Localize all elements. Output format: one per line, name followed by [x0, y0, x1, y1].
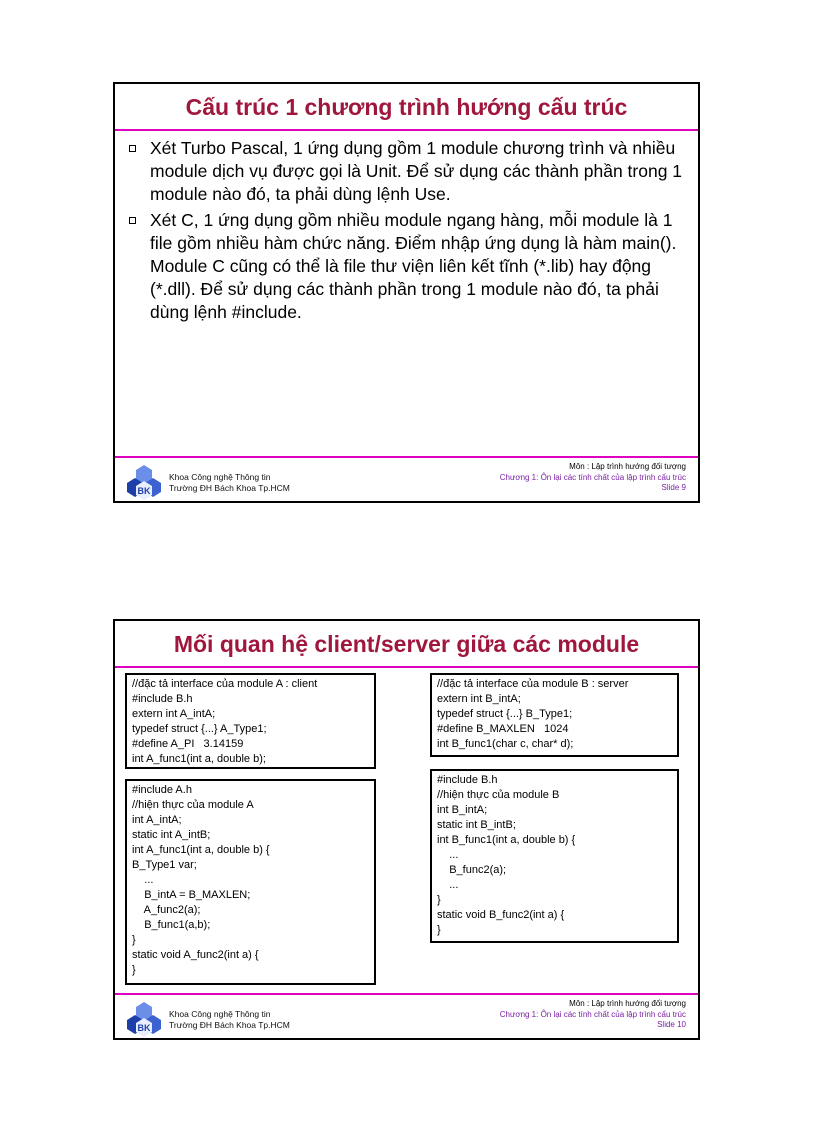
module-a-implementation-box: [125, 779, 376, 985]
module-b-implementation-box: [430, 769, 679, 943]
slide-9: [113, 82, 700, 503]
code-line: int B_intA;: [437, 804, 488, 816]
code-line: #include B.h: [132, 693, 193, 705]
code-line: static int B_intB;: [437, 819, 516, 831]
code-line: }: [437, 924, 441, 936]
code-line: B_Type1 var;: [132, 859, 197, 871]
bullet-list: [123, 137, 688, 327]
svg-text:BK: BK: [137, 1023, 151, 1033]
code-line: int A_func1(int a, double b);: [132, 753, 266, 765]
code-line: static void B_func2(int a) {: [437, 909, 565, 921]
code-line: #define B_MAXLEN 1024: [437, 723, 569, 735]
code-line: }: [132, 964, 136, 976]
title-divider: [115, 666, 698, 668]
bk-logo-icon: [125, 464, 163, 500]
course-name: Môn : Lập trình hướng đối tượng: [569, 462, 686, 471]
code-line: int A_func1(int a, double b) {: [132, 844, 270, 856]
footer-info: [500, 999, 686, 1031]
code-line: #define A_PI 3.14159: [132, 738, 244, 750]
code-line: A_func2(a);: [132, 904, 201, 916]
code-line: ...: [437, 849, 459, 861]
module-a-interface-box: [125, 673, 376, 769]
bullet-square-icon: [129, 217, 136, 224]
slide-title: Mối quan hệ client/server giữa các module: [173, 631, 640, 657]
chapter-name: Chương 1: Ôn lại các tính chất của lập trình cấu trúc: [499, 472, 686, 482]
code-line: B_func1(a,b);: [132, 919, 211, 931]
code-line: static void A_func2(int a) {: [132, 949, 259, 961]
code-line: int B_func1(char c, char* d);: [437, 738, 574, 750]
code-line: //hiện thực của module B: [437, 789, 560, 801]
code-line: B_func2(a);: [437, 864, 507, 876]
code-line: int B_func1(int a, double b) {: [437, 834, 576, 846]
code-line: //hiện thực của module A: [132, 799, 254, 811]
code-line: ...: [437, 879, 459, 891]
footer-branding: [125, 1001, 325, 1037]
code-line: #include A.h: [132, 784, 192, 796]
bullet-item: Xét Turbo Pascal, 1 ứng dụng gồm 1 module chương trình và nhiều module dịch vụ được gọi là Unit. Để sử dụng các thành phần trong 1 module nào đó, ta phải dùng lệnh Use.: [123, 137, 688, 206]
school-name: Khoa Công nghệ Thông tin Trường ĐH Bách Khoa Tp.HCM: [169, 472, 290, 493]
code-line: B_intA = B_MAXLEN;: [132, 889, 251, 901]
footer-divider: [115, 993, 698, 995]
code-line: static int A_intB;: [132, 829, 211, 841]
slide-number: Slide 9: [661, 483, 686, 492]
footer-divider: [115, 456, 698, 458]
code-line: int A_intA;: [132, 814, 182, 826]
title-divider: [115, 129, 698, 131]
code-line: typedef struct {...} A_Type1;: [132, 723, 267, 735]
footer-info: [500, 462, 686, 494]
slide-number: Slide 10: [657, 1020, 686, 1029]
svg-text:BK: BK: [137, 486, 151, 496]
module-b-interface-box: [430, 673, 679, 757]
code-line: }: [132, 934, 136, 946]
bullet-square-icon: [129, 145, 136, 152]
code-line: #include B.h: [437, 774, 498, 786]
chapter-name: Chương 1: Ôn lại các tính chất của lập trình cấu trúc: [499, 1009, 686, 1019]
code-line: ...: [132, 874, 154, 886]
slide-10: [113, 619, 700, 1040]
course-name: Môn : Lập trình hướng đối tượng: [569, 999, 686, 1008]
bullet-item: Xét C, 1 ứng dụng gồm nhiều module ngang hàng, mỗi module là 1 file gồm nhiều hàm chức năng. Điểm nhập ứng dụng là hàm main(). Module C cũng có thể là file thư viện liên kết tĩnh (*.lib) hay động (*.dll). Để sử dụng các thành phần trong 1 module nào đó, ta phải dùng lệnh #include.: [123, 209, 688, 324]
code-line: typedef struct {...} B_Type1;: [437, 708, 573, 720]
code-line: extern int A_intA;: [132, 708, 216, 720]
code-line: extern int B_intA;: [437, 693, 521, 705]
code-line: }: [437, 894, 441, 906]
code-line: //đặc tả interface của module B : server: [437, 678, 629, 690]
slide-title: Cấu trúc 1 chương trình hướng cấu trúc: [185, 94, 628, 120]
bk-logo-icon: [125, 1001, 163, 1037]
footer-branding: [125, 464, 325, 500]
school-name: Khoa Công nghệ Thông tin Trường ĐH Bách Khoa Tp.HCM: [169, 1009, 290, 1030]
code-line: //đặc tả interface của module A : client: [132, 678, 318, 690]
